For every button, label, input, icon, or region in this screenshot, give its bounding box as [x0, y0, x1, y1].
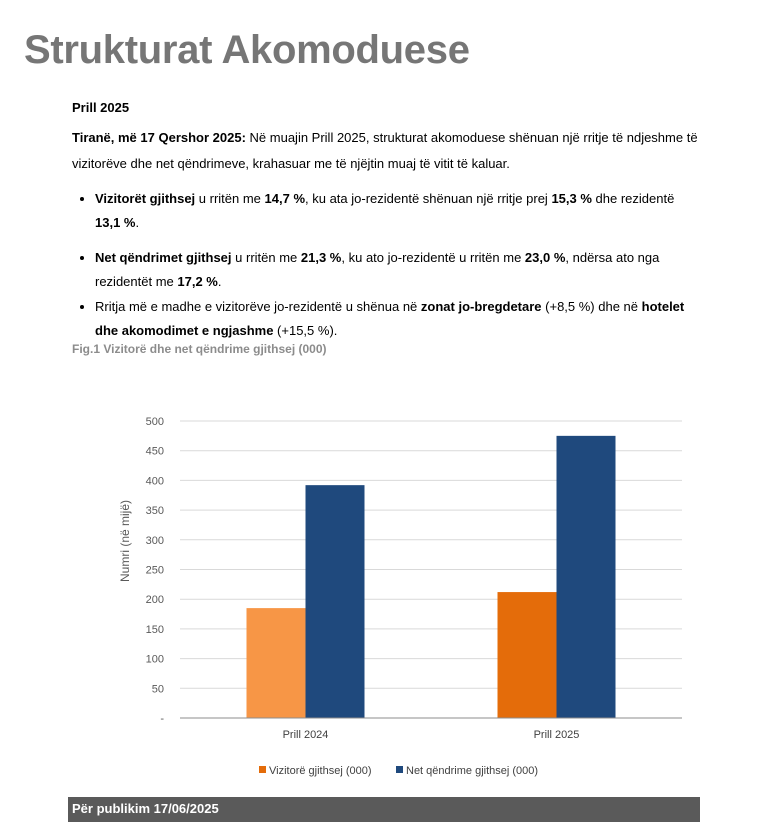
bullet-text-run: (+8,5 %) dhe në	[541, 299, 642, 314]
bullet-text-run: 21,3 %	[300, 250, 342, 265]
bar-visitors	[247, 608, 306, 718]
bar-visitors	[498, 592, 557, 718]
figure-title: Fig.1 Vizitorë dhe net qëndrime gjithsej (000)	[72, 342, 327, 356]
y-tick-label: 250	[145, 564, 164, 577]
intro-text: Në muajin Prill 2025, strukturat akomoduese shënuan një rritje të ndjeshme të vizitorëve dhe net qëndrimeve, krahasuar me të njëjtin muaj të vitit të kaluar.	[72, 130, 698, 171]
bullet-text-run: , ku ata jo-rezidentë shënuan një rritje prej	[305, 191, 552, 206]
bullet-text-run: 17,2 %	[177, 273, 218, 289]
footer-bar	[68, 797, 700, 822]
bar-net-stays	[306, 485, 365, 718]
bullet-text-run: dhe rezidentë	[591, 191, 675, 206]
bullet-text-run: 13,1 %	[95, 214, 136, 230]
legend-swatch	[396, 766, 403, 773]
bullet-text-run: 15,3 %	[551, 191, 592, 206]
page-title: Strukturat Akomoduese	[24, 28, 470, 72]
y-tick-label: 500	[145, 416, 164, 428]
bullet-text-run: u rritën me	[195, 191, 265, 206]
legend-label: Vizitorë gjithsej (000)	[269, 765, 372, 777]
intro-lead: Tiranë, më 17 Qershor 2025:	[72, 130, 246, 145]
bullet-text-run: u rritën me	[231, 250, 301, 265]
bullet-text-run: .	[217, 273, 222, 289]
bullet-text-run: Vizitorët gjithsej	[95, 191, 196, 206]
bullet-text-run: zonat jo-bregdetare	[420, 299, 542, 314]
y-axis-label: Numri (në mijë)	[118, 499, 132, 583]
bullet-text-run: Rritja më e madhe e vizitorëve jo-rezidentë u shënua në	[95, 299, 421, 314]
x-tick-label: Prill 2024	[282, 729, 329, 741]
legend-swatch	[259, 766, 266, 773]
y-tick-label: 150	[145, 623, 164, 636]
bullet-text-run: (+15,5 %).	[273, 322, 338, 338]
y-tick-label: 300	[145, 534, 164, 547]
footer-text: Për publikim 17/06/2025	[72, 801, 219, 816]
bullet-text-run: Net qëndrimet gjithsej	[95, 250, 232, 265]
x-tick-label: Prill 2025	[533, 729, 580, 741]
period-subtitle: Prill 2025	[72, 100, 130, 115]
y-tick-label: 350	[145, 505, 164, 518]
y-tick-label: 100	[145, 653, 164, 666]
bullet-text-run: .	[135, 214, 140, 230]
bar-net-stays	[557, 436, 616, 718]
y-tick-label: -	[160, 713, 164, 725]
bullet-text-run: 23,0 %	[524, 250, 566, 265]
y-tick-label: 400	[145, 475, 164, 488]
bullet-text-run: hotelet dhe akomodimet e ngjashme	[95, 299, 685, 338]
legend-label: Net qëndrime gjithsej (000)	[406, 765, 539, 777]
bullet-text-run: , ku ato jo-rezidentë u rritën me	[341, 250, 525, 265]
y-tick-label: 50	[151, 683, 164, 696]
y-tick-label: 200	[145, 594, 164, 607]
y-tick-label: 450	[145, 445, 164, 458]
bullet-text-run: , ndërsa ato nga rezidentët me	[95, 250, 660, 289]
bullet-text-run: 14,7 %	[264, 191, 306, 206]
